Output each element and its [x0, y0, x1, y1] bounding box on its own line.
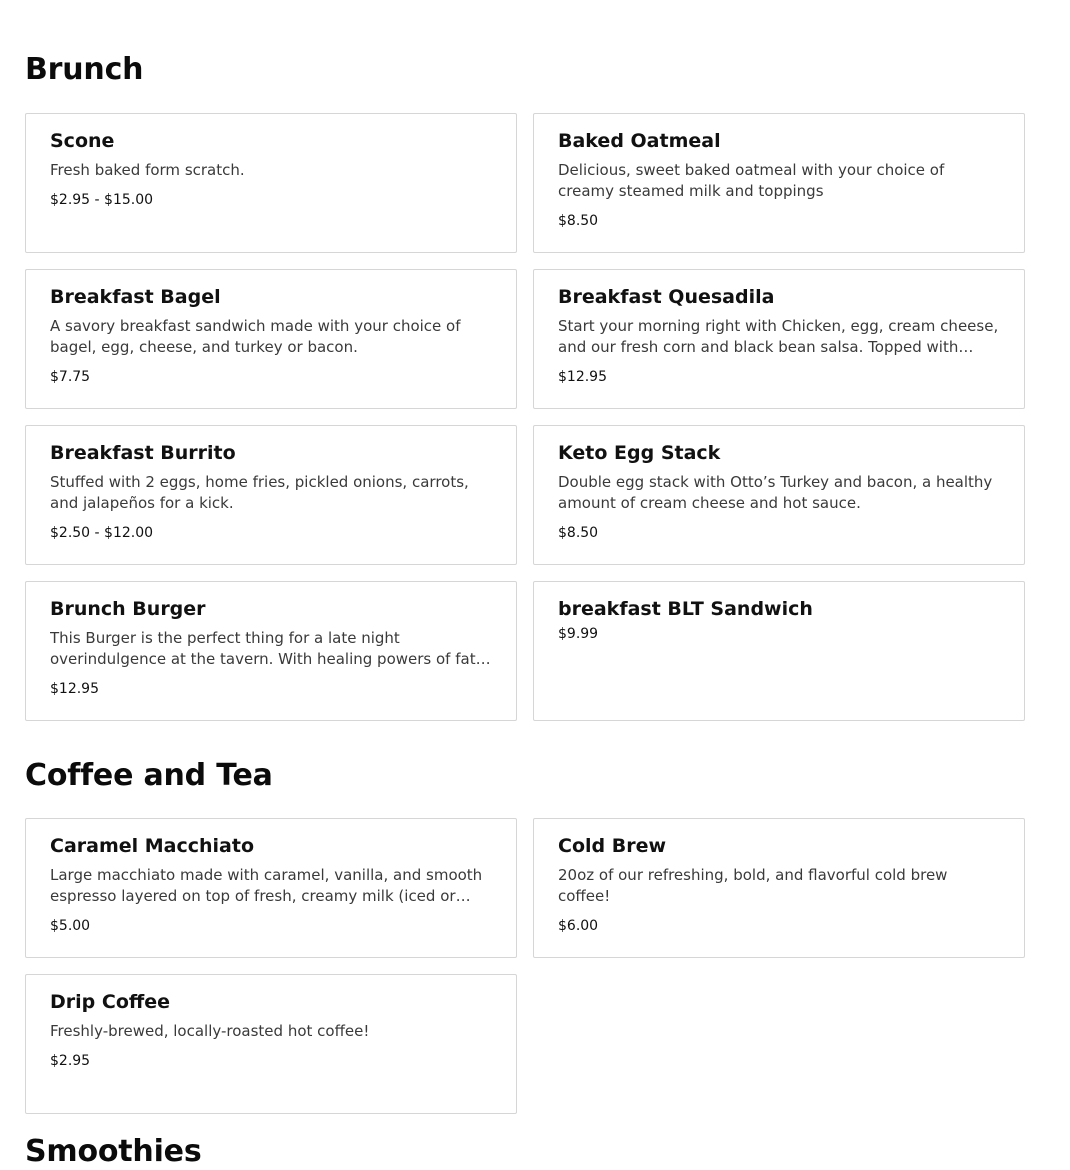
item-name: Breakfast Burrito — [50, 442, 236, 464]
menu-item-card[interactable] — [25, 974, 517, 1114]
section-title-coffee-and-tea: Coffee and Tea — [25, 758, 273, 793]
item-price: $7.75 — [50, 369, 91, 385]
item-description: Fresh baked form scratch. — [50, 161, 245, 179]
item-description: Stuffed with 2 eggs, home fries, pickled onions, carrots, and jalapeños for a kick. — [50, 473, 469, 512]
item-name: Breakfast Bagel — [50, 286, 221, 308]
item-price: $9.99 — [558, 626, 599, 642]
menu-item-card[interactable] — [533, 425, 1025, 565]
item-price: $12.95 — [558, 369, 607, 385]
brunch-grid — [25, 113, 1025, 721]
item-price: $2.95 - $15.00 — [50, 192, 154, 208]
menu-item-card[interactable] — [533, 581, 1025, 721]
item-description: Freshly-brewed, locally-roasted hot coffee! — [50, 1022, 370, 1040]
item-description: A savory breakfast sandwich made with your choice of bagel, egg, cheese, and turkey or bacon. — [50, 317, 461, 356]
item-name: Cold Brew — [558, 835, 667, 857]
item-name: Breakfast Quesadila — [558, 286, 775, 308]
menu-item-card[interactable] — [25, 113, 517, 253]
item-description: Double egg stack with Otto’s Turkey and bacon, a healthy amount of cream cheese and hot sauce. — [558, 473, 993, 512]
item-name: Caramel Macchiato — [50, 835, 255, 857]
menu-item-card[interactable] — [25, 581, 517, 721]
item-name: Drip Coffee — [50, 991, 171, 1013]
item-price: $6.00 — [558, 918, 599, 934]
menu-item-card[interactable] — [533, 113, 1025, 253]
item-price: $2.50 - $12.00 — [50, 525, 154, 541]
item-name: Keto Egg Stack — [558, 442, 721, 464]
section-title-smoothies: Smoothies — [25, 1134, 202, 1169]
menu-item-card[interactable] — [25, 425, 517, 565]
item-price: $5.00 — [50, 918, 91, 934]
item-price: $8.50 — [558, 213, 599, 229]
item-description: This Burger is the perfect thing for a late night overindulgence at the tavern. With healing powers of fat… — [50, 629, 491, 668]
coffee-and-tea-grid — [25, 818, 1025, 1114]
menu-item-card[interactable] — [533, 269, 1025, 409]
item-price: $2.95 — [50, 1053, 91, 1069]
item-price: $8.50 — [558, 525, 599, 541]
item-description: Delicious, sweet baked oatmeal with your choice of creamy steamed milk and toppings — [558, 161, 945, 200]
menu-item-card[interactable] — [25, 269, 517, 409]
menu-item-card[interactable] — [25, 818, 517, 958]
item-description: 20oz of our refreshing, bold, and flavorful cold brew coffee! — [558, 866, 948, 905]
item-name: Baked Oatmeal — [558, 130, 721, 152]
item-name: Scone — [50, 130, 115, 152]
item-name: breakfast BLT Sandwich — [558, 598, 813, 620]
item-name: Brunch Burger — [50, 598, 206, 620]
item-description: Start your morning right with Chicken, egg, cream cheese, and our fresh corn and black bean salsa. Topped with — [558, 317, 999, 356]
item-price: $12.95 — [50, 681, 99, 697]
item-description: Large macchiato made with caramel, vanilla, and smooth espresso layered on top of fresh, creamy milk (iced or — [50, 866, 483, 905]
menu-item-card[interactable] — [533, 818, 1025, 958]
section-title-brunch: Brunch — [25, 52, 144, 87]
